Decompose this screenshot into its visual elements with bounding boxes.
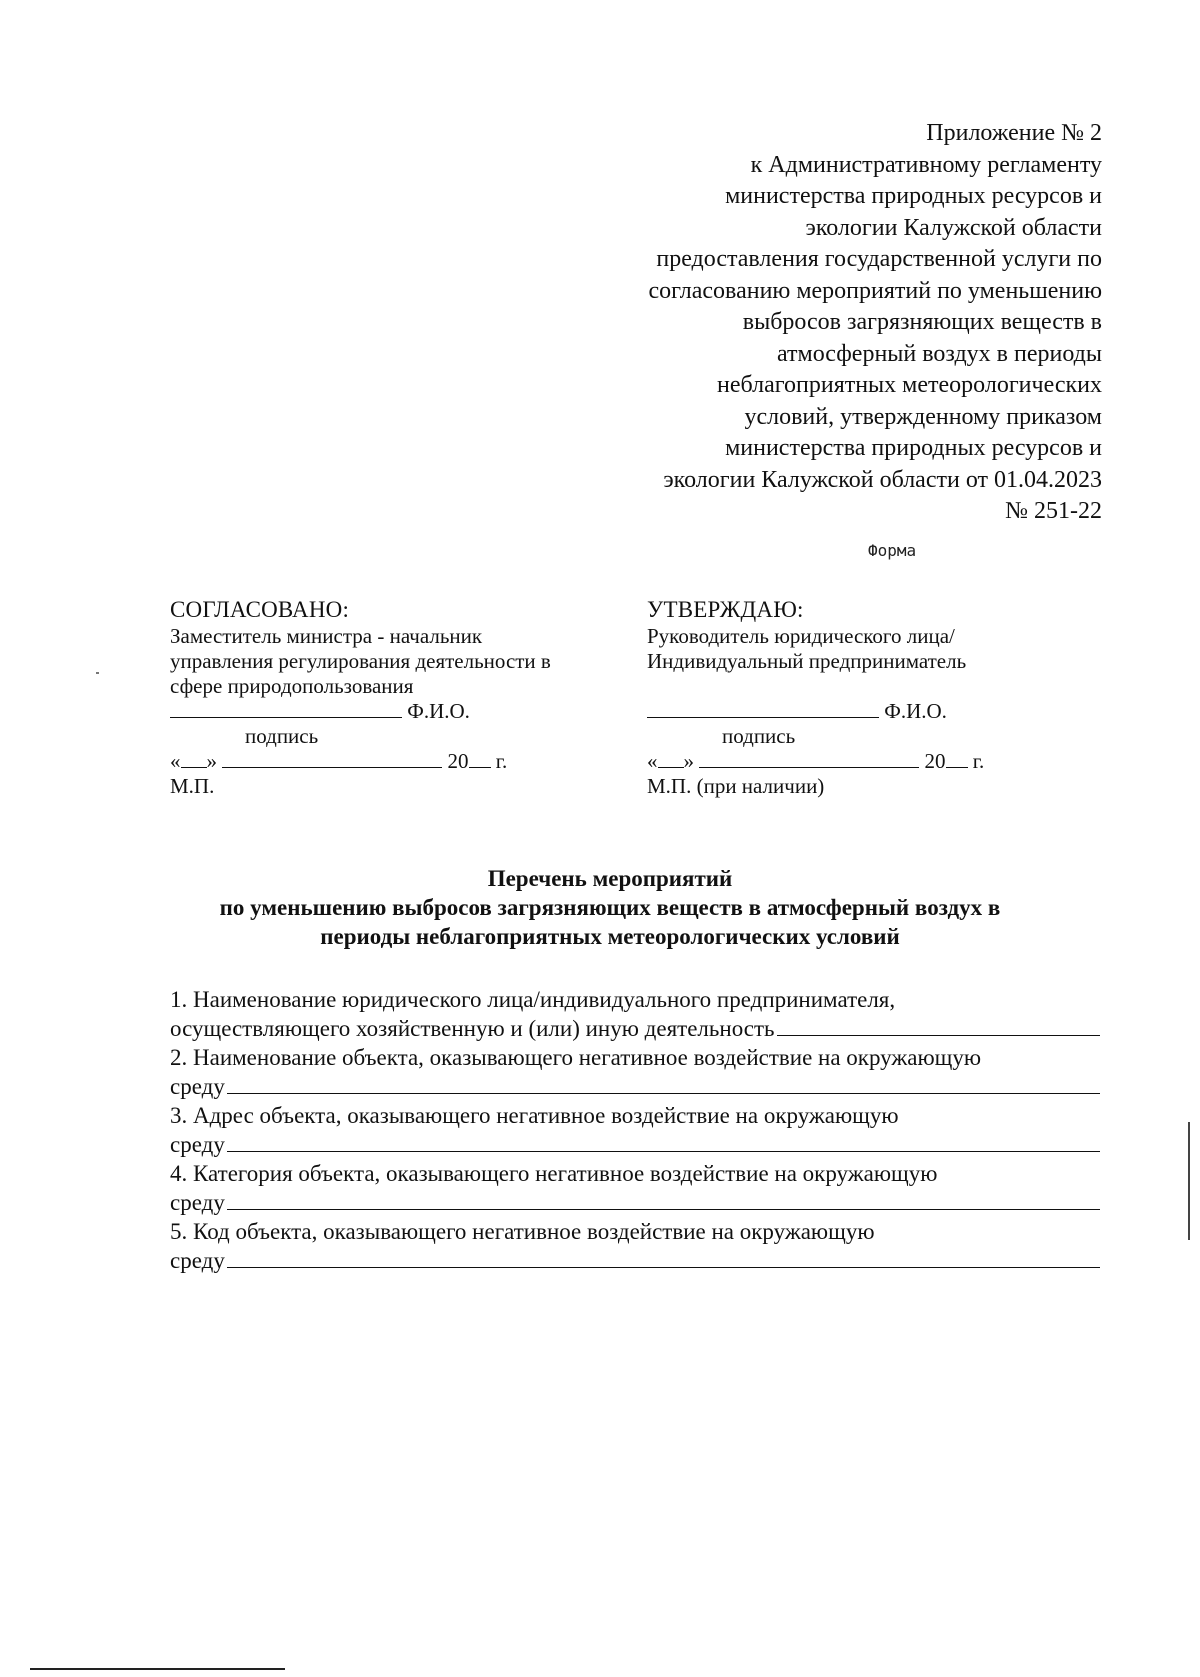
year-prefix: 20 (447, 749, 469, 773)
item-text: среду (170, 1074, 225, 1099)
form-label: Форма (868, 541, 917, 560)
stamp-label: М.П. (при наличии) (647, 774, 825, 798)
appendix-line: атмосферный воздух в периоды (776, 340, 1102, 367)
date-quote-open: « (647, 749, 658, 773)
item-text: среду (170, 1132, 225, 1157)
items-list (170, 985, 1100, 1275)
agreed-position-line: управления регулирования деятельности в (170, 649, 551, 673)
title-line: по уменьшению выбросов загрязняющих веществ в атмосферный воздух в (219, 895, 1001, 920)
scan-speck (96, 672, 99, 674)
agreed-position-line: сфере природопользования (170, 674, 414, 698)
signature-caption: подпись (722, 724, 796, 748)
footnote-rule (30, 1668, 285, 1670)
appendix-line: условий, утвержденному приказом (744, 403, 1102, 430)
signature-blank[interactable] (170, 699, 402, 718)
title-line: Перечень мероприятий (487, 866, 733, 891)
item-text: 2. Наименование объекта, оказывающего негативное воздействие на окружающую (170, 1045, 982, 1070)
item-1-input-line[interactable] (777, 1015, 1100, 1036)
spacer (647, 674, 1067, 699)
appendix-line: министерства природных ресурсов и (725, 435, 1102, 461)
agreed-position-line: Заместитель министра - начальник (170, 624, 483, 648)
item-text: 5. Код объекта, оказывающего негативное воздействие на окружающую (170, 1219, 875, 1244)
approve-signature-row (647, 699, 1067, 724)
month-blank[interactable] (222, 749, 442, 768)
item-2-second-line (170, 1072, 1100, 1101)
date-quote-open: « (170, 749, 181, 773)
month-blank[interactable] (699, 749, 919, 768)
year-blank[interactable] (469, 749, 491, 768)
item-1-first-line (170, 985, 1100, 1014)
year-suffix: г. (495, 749, 508, 773)
appendix-line: согласованию мероприятий по уменьшению (648, 277, 1102, 304)
year-blank[interactable] (946, 749, 968, 768)
fio-label: Ф.И.О. (884, 699, 947, 723)
item-4-first-line (170, 1159, 1100, 1188)
item-2-input-line[interactable] (227, 1073, 1100, 1094)
item-3-second-line (170, 1130, 1100, 1159)
appendix-line: Приложение № 2 (926, 120, 1102, 146)
agreed-signature-row (170, 699, 610, 724)
document-title (150, 864, 1070, 951)
agreed-date-row (170, 749, 610, 774)
appendix-line: выбросов загрязняющих веществ в (742, 309, 1102, 335)
item-text: осуществляющего хозяйственную и (или) иную деятельность (170, 1016, 775, 1041)
item-text: 3. Адрес объекта, оказывающего негативное воздействие на окружающую (170, 1103, 899, 1128)
item-4-second-line (170, 1188, 1100, 1217)
appendix-line: экологии Калужской области от 01.04.2023 (663, 466, 1102, 493)
appendix-line: неблагоприятных метеорологических (717, 372, 1102, 398)
appendix-line: № 251-22 (1005, 498, 1102, 524)
item-text: 1. Наименование юридического лица/индивидуального предпринимателя, (170, 987, 896, 1012)
item-5-input-line[interactable] (227, 1247, 1100, 1268)
approval-agreed-block (170, 596, 610, 799)
date-quote-close: » (683, 749, 694, 773)
title-line: периоды неблагоприятных метеорологических условий (320, 924, 900, 949)
appendix-header (649, 118, 1103, 528)
item-5-first-line (170, 1217, 1100, 1246)
appendix-line: к Административному регламенту (750, 151, 1102, 178)
agreed-heading: СОГЛАСОВАНО: (170, 597, 350, 622)
stamp-label: М.П. (170, 774, 215, 798)
day-blank[interactable] (658, 749, 684, 768)
item-4-input-line[interactable] (227, 1189, 1100, 1210)
signature-caption: подпись (245, 724, 319, 748)
day-blank[interactable] (181, 749, 207, 768)
item-5-second-line (170, 1246, 1100, 1275)
year-prefix: 20 (924, 749, 946, 773)
date-quote-close: » (206, 749, 217, 773)
appendix-line: экологии Калужской области (805, 214, 1102, 241)
approve-position-line: Индивидуальный предприниматель (647, 649, 967, 673)
fio-label: Ф.И.О. (407, 699, 470, 723)
scan-edge-mark (1188, 1122, 1190, 1240)
approve-heading: УТВЕРЖДАЮ: (647, 597, 804, 622)
item-3-first-line (170, 1101, 1100, 1130)
approve-date-row (647, 749, 1067, 774)
appendix-line: предоставления государственной услуги по (656, 246, 1102, 272)
year-suffix: г. (972, 749, 985, 773)
item-3-input-line[interactable] (227, 1131, 1100, 1152)
appendix-line: министерства природных ресурсов и (725, 183, 1102, 209)
item-text: 4. Категория объекта, оказывающего негативное воздействие на окружающую (170, 1161, 938, 1186)
item-text: среду (170, 1190, 225, 1215)
approval-approve-block (647, 596, 1067, 799)
approve-position-line: Руководитель юридического лица/ (647, 624, 955, 648)
signature-blank[interactable] (647, 699, 879, 718)
item-text: среду (170, 1248, 225, 1273)
item-1-second-line (170, 1014, 1100, 1043)
item-2-first-line (170, 1043, 1100, 1072)
